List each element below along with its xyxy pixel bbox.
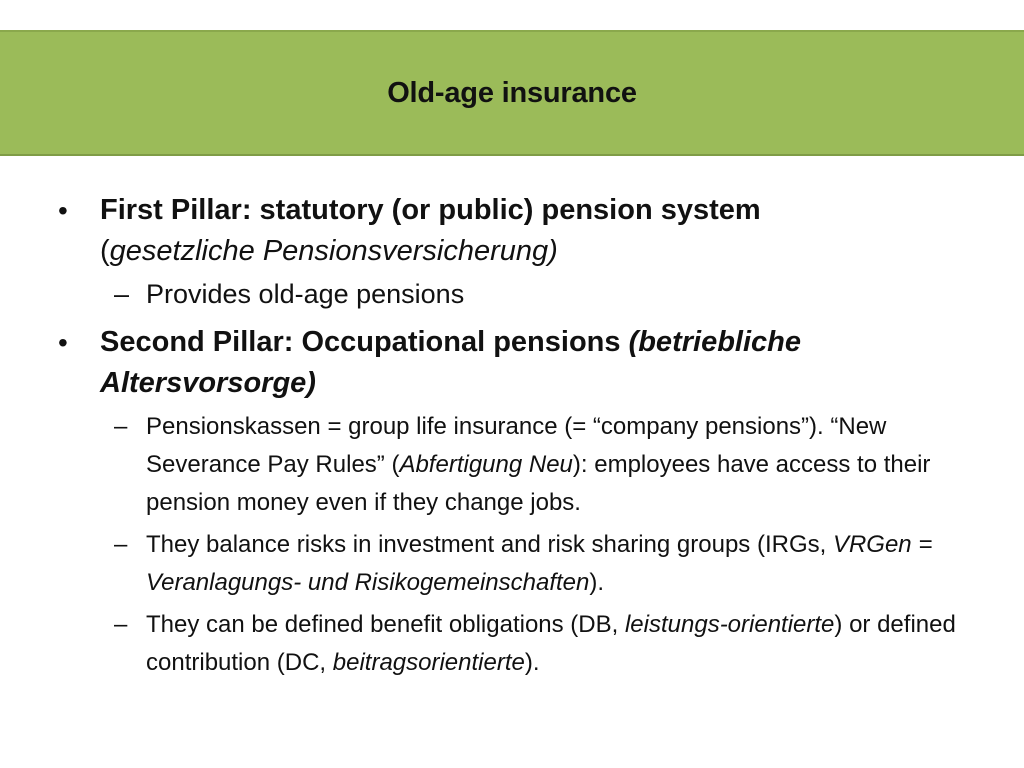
bullet-second-pillar — [58, 322, 978, 404]
sub-bullet-db-dc — [58, 606, 978, 682]
dash-icon: – — [114, 531, 128, 558]
slide-content — [58, 190, 978, 686]
sub-bullet-italic-term: Abfertigung Neu — [399, 451, 573, 478]
first-pillar-heading: First Pillar: statutory (or public) pension system — [100, 194, 761, 226]
sub-bullet-text-part: They balance risks in investment and risk sharing groups (IRGs, — [146, 531, 833, 558]
bullet-icon: • — [58, 327, 68, 358]
sub-bullet-italic-term: VRGen = Veranlagungs- und Risikogemeinschaften — [146, 531, 933, 596]
sub-bullet-balance-risks — [58, 526, 978, 602]
sub-bullet-old-age-pensions — [58, 276, 978, 312]
dash-icon: – — [114, 279, 130, 309]
first-pillar-german-term: gesetzliche Pensionsversicherung) — [109, 235, 558, 267]
title-bar — [0, 30, 1024, 156]
sub-bullet-text-part: They can be defined benefit obligations (DB, — [146, 611, 625, 638]
first-pillar-paren-open: ( — [100, 235, 110, 267]
bullet-first-pillar — [58, 190, 978, 272]
sub-bullet-text-part: ). — [524, 649, 540, 676]
bullet-icon: • — [58, 195, 68, 226]
sub-bullet-pensionskassen — [58, 408, 978, 522]
sub-bullet-italic-term: beitragsorientierte — [332, 649, 525, 676]
sub-bullet-text-part: ) or defined contribution (DC, — [146, 611, 956, 676]
sub-bullet-text: Provides old-age pensions — [146, 279, 465, 309]
sub-bullet-text-part: ). — [589, 569, 605, 596]
dash-icon: – — [114, 611, 128, 638]
dash-icon: – — [114, 413, 128, 440]
sub-bullet-text-part: ): employees have access to their pension money even if they change jobs. — [146, 451, 931, 516]
sub-bullet-italic-term: leistungs-orientierte — [624, 611, 835, 638]
sub-bullet-text-part: Pensionskassen = group life insurance (= “company pensions”). “New Severance Pay Rules” ( — [146, 413, 887, 478]
second-pillar-german-term: (betriebliche Altersvorsorge) — [100, 326, 801, 399]
second-pillar-heading: Second Pillar: Occupational pensions — [100, 326, 629, 358]
slide-title: Old-age insurance — [387, 76, 637, 109]
